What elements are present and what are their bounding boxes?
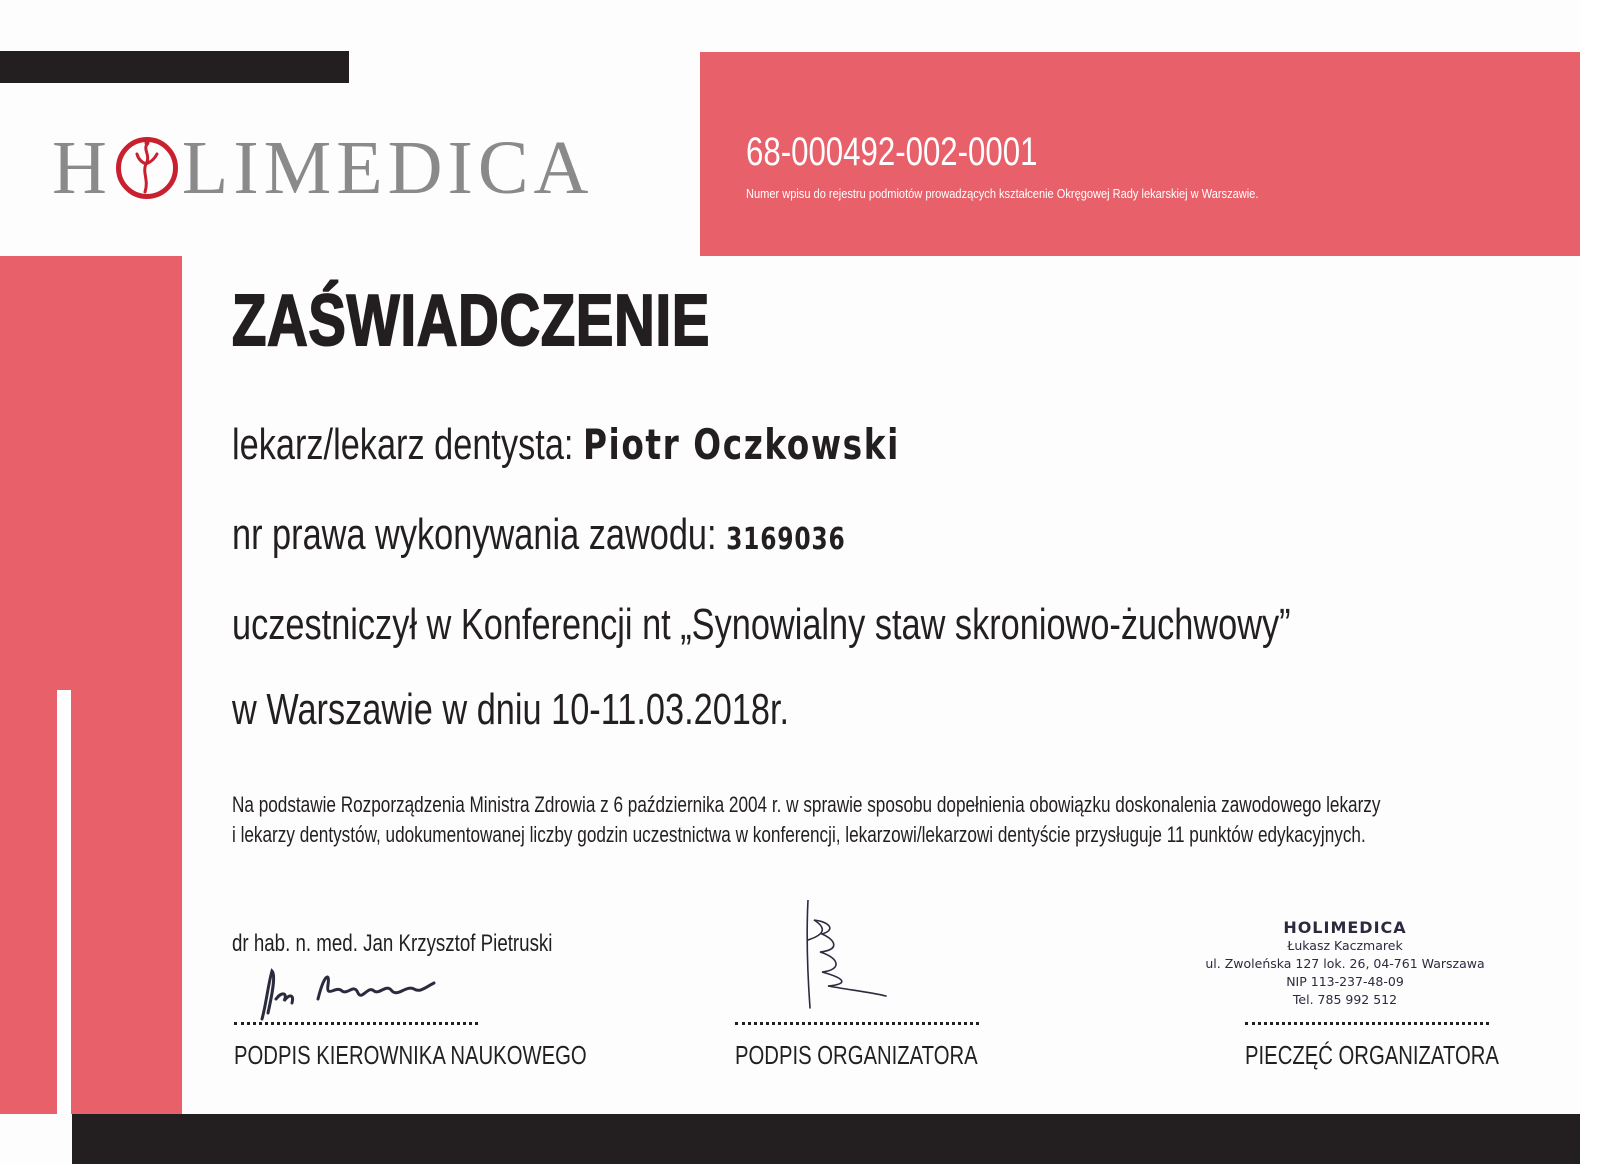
logo-text-pre: H xyxy=(52,125,112,210)
place-date-line: w Warszawie w dniu 10-11.03.2018r. xyxy=(232,685,790,734)
left-red-band xyxy=(0,256,182,1114)
stamp-phone: Tel. 785 992 512 xyxy=(1292,992,1398,1007)
bottom-black-bar xyxy=(72,1114,1580,1164)
scan-right-edge xyxy=(1580,0,1600,1164)
logo-dancer-icon xyxy=(133,140,161,200)
stamp-nip: NIP 113-237-48-09 xyxy=(1286,974,1404,989)
doctor-label: lekarz/lekarz dentysta: xyxy=(232,420,583,469)
left-white-strip xyxy=(57,690,71,1114)
organizer-stamp xyxy=(1180,918,1510,1009)
license-label: nr prawa wykonywania zawodu: xyxy=(232,510,727,559)
scientific-head-signature xyxy=(258,965,458,1025)
stamp-address: ul. Zwoleńska 127 lok. 26, 04-761 Warszawa xyxy=(1205,956,1485,971)
doctor-name: Piotr Oczkowski xyxy=(582,420,900,469)
stamp-company: HOLIMEDICA xyxy=(1283,918,1407,937)
certificate-title: ZAŚWIADCZENIE xyxy=(232,281,711,361)
stamp-person: Łukasz Kaczmarek xyxy=(1287,938,1403,953)
license-number: 3169036 xyxy=(726,522,846,557)
organizer-signature xyxy=(800,900,890,1010)
logo-text-post: LIMEDICA xyxy=(181,125,594,210)
logo-figure-icon xyxy=(116,137,178,199)
stamp-signature-line xyxy=(1245,1022,1489,1025)
scientific-head-name: dr hab. n. med. Jan Krzysztof Pietruski xyxy=(232,930,553,957)
holimedica-logo xyxy=(52,125,594,210)
legal-basis-text: Na podstawie Rozporządzenia Ministra Zdrowia z 6 października 2004 r. w sprawie sposobu dopełnienia obowiązku doskonalenia zawodowego lekarzy i lekarzy dentystów, udokumentowanej liczby godzin uczestnictwa w konferencji, lekarzowi/lekarzowi dentyście przysługuje 11 punktów edykacyjnych. xyxy=(232,792,1381,847)
registry-note: Numer wpisu do rejestru podmiotów prowadzących kształcenie Okręgowej Rady lekarskiej w Warszawie. xyxy=(746,186,1259,201)
organizer-signature-line xyxy=(735,1022,979,1025)
scientific-signature-line xyxy=(234,1022,478,1025)
doctor-line xyxy=(232,420,900,470)
participation-line: uczestniczył w Konferencji nt „Synowialny staw skroniowo-żuchwowy” xyxy=(232,600,1291,649)
top-black-bar xyxy=(0,51,349,83)
license-line xyxy=(232,510,846,560)
organizer-signature-label: PODPIS ORGANIZATORA xyxy=(735,1040,978,1070)
stamp-label: PIECZĘĆ ORGANIZATORA xyxy=(1245,1040,1499,1070)
scientific-signature-label: PODPIS KIEROWNIKA NAUKOWEGO xyxy=(234,1040,587,1070)
registry-number: 68-000492-002-0001 xyxy=(746,130,1038,174)
